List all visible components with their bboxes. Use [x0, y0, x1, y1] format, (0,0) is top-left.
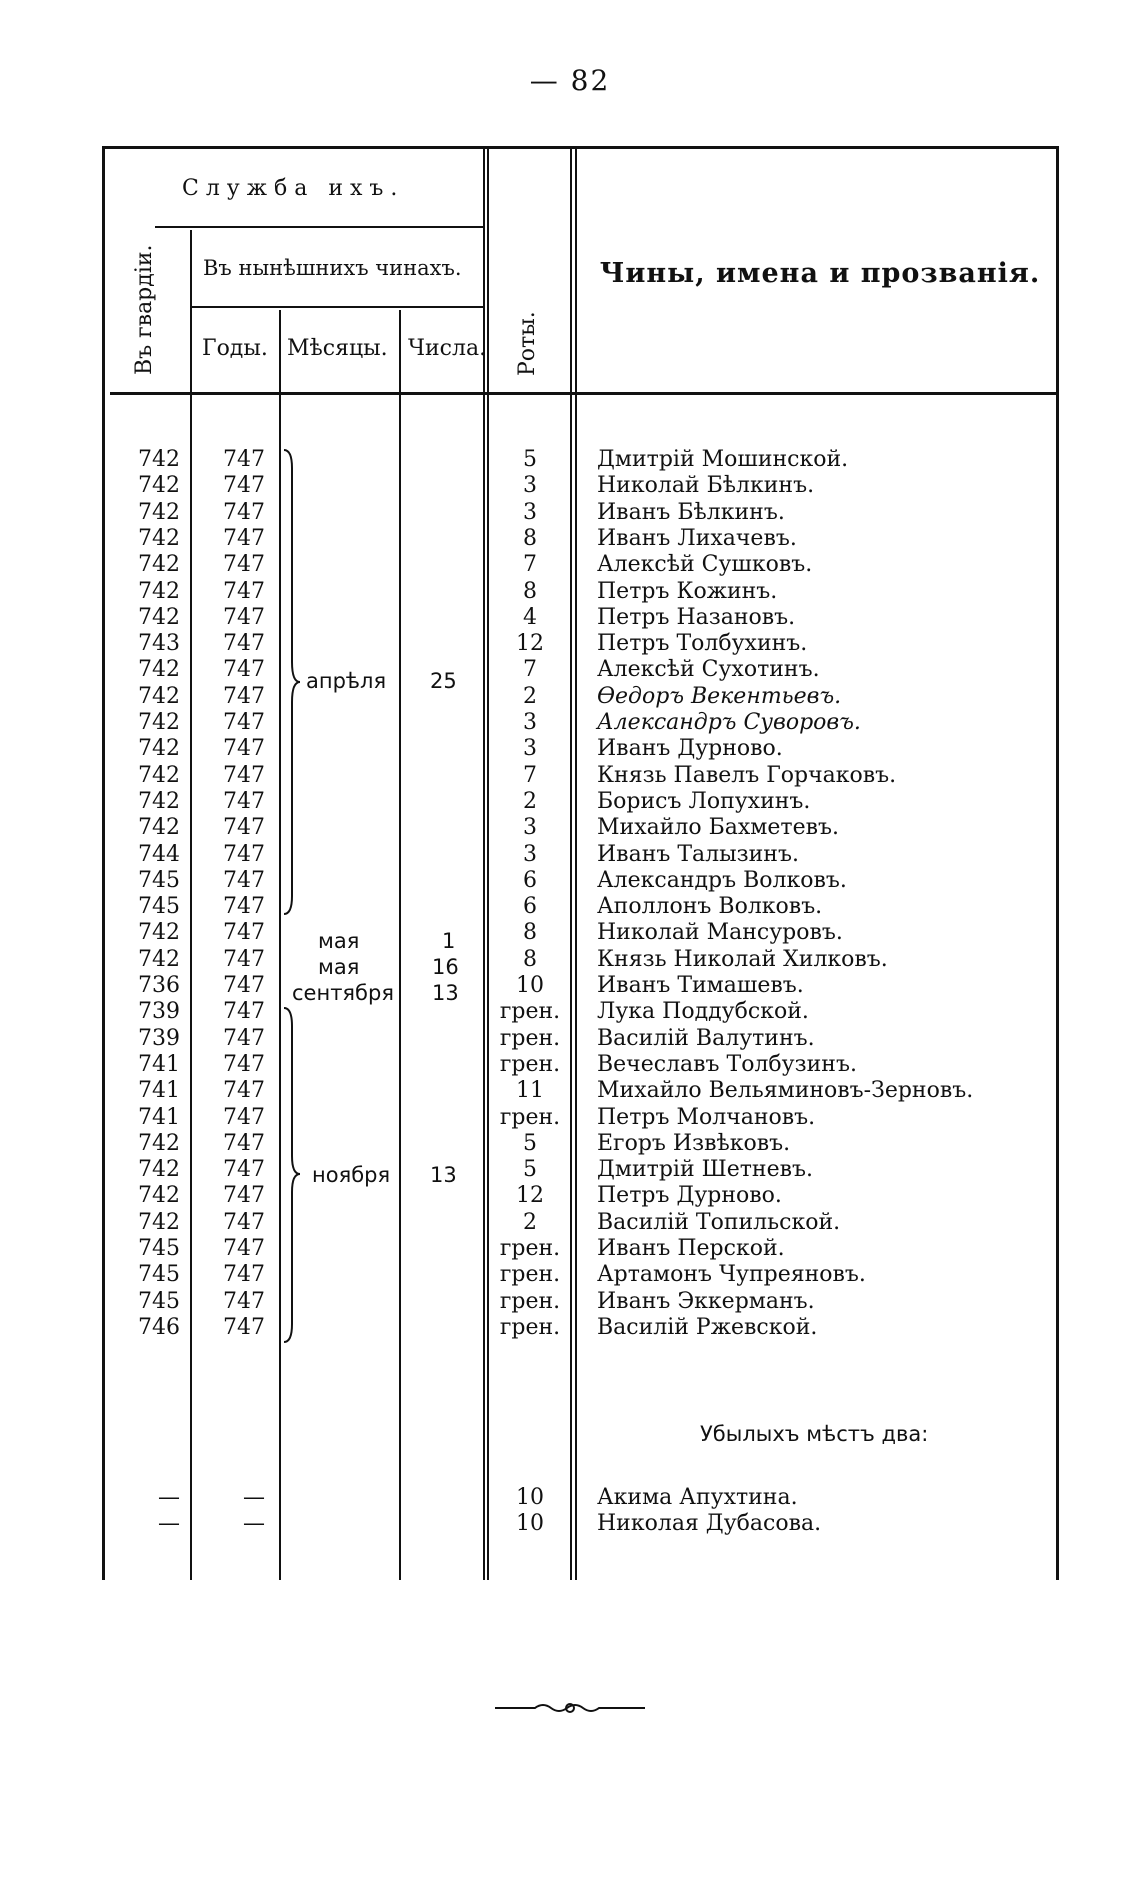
company: грен. [499, 1236, 561, 1261]
sept-day: 13 [432, 981, 459, 1005]
sept-month: сентября [292, 981, 394, 1005]
person-name: Николая Дубасова. [597, 1511, 822, 1536]
rank-year: 747 [223, 604, 265, 630]
guard-year: 742 [138, 762, 180, 788]
rank-year: 747 [223, 1183, 265, 1209]
table-top-rule [102, 146, 1058, 149]
table-row [0, 1289, 1140, 1315]
may16-day: 16 [432, 955, 459, 979]
guard-year: 741 [138, 1051, 180, 1077]
guard-year: 745 [138, 1262, 180, 1288]
table-row [0, 1315, 1140, 1341]
guard-year: 742 [138, 1130, 180, 1156]
rank-year: 747 [223, 631, 265, 657]
guard-year: 745 [138, 1288, 180, 1314]
ranks-underline [190, 306, 483, 308]
company: 7 [523, 552, 537, 578]
rank-year: 747 [223, 1051, 265, 1077]
person-name: Петръ Кожинъ. [597, 578, 778, 604]
rank-year: 747 [223, 1236, 265, 1261]
guard-year: 743 [138, 631, 180, 657]
page-number: — 82 [529, 64, 611, 97]
person-name: Петръ Толбухинъ. [597, 631, 808, 657]
guard-year: 742 [138, 657, 180, 683]
guard-year: 742 [138, 788, 180, 814]
guard-year: — [158, 1511, 180, 1536]
person-name: Иванъ Перской. [597, 1236, 785, 1261]
in-guard-header: Въ гвардіи. [132, 244, 157, 375]
person-name: Николай Бѣлкинъ. [597, 473, 815, 499]
table-row [0, 1485, 1140, 1511]
company: грен. [499, 1314, 561, 1340]
company: 11 [516, 1078, 544, 1104]
rank-year: 747 [223, 499, 265, 525]
table-row [0, 1131, 1140, 1157]
company: 5 [523, 1130, 537, 1156]
table-row [0, 947, 1140, 973]
table-row [0, 657, 1140, 683]
person-name: Иванъ Лихачевъ. [597, 525, 797, 551]
company: 2 [523, 788, 537, 814]
company: 12 [516, 631, 544, 657]
guard-year: 741 [138, 1078, 180, 1104]
person-name: Иванъ Тимашевъ. [597, 973, 804, 998]
brace-november [282, 1006, 302, 1344]
person-name: Князь Павелъ Горчаковъ. [597, 762, 897, 788]
company: грен. [499, 1288, 561, 1314]
header-bottom-rule [110, 392, 1058, 395]
brace-april [282, 448, 302, 916]
person-name: Иванъ Эккерманъ. [597, 1288, 815, 1314]
table-row [0, 473, 1140, 499]
company: 7 [523, 762, 537, 788]
table-row [0, 447, 1140, 473]
table-row [0, 868, 1140, 894]
company: 10 [516, 1511, 544, 1536]
company: 3 [523, 710, 537, 735]
table-row [0, 736, 1140, 762]
person-name: Лука Поддубской. [597, 999, 809, 1025]
person-name: Аполлонъ Волковъ. [597, 894, 823, 920]
person-name: Иванъ Дурново. [597, 736, 783, 762]
person-name: Михайло Бахметевъ. [597, 815, 839, 841]
may16-month: мая [318, 955, 360, 979]
table-row [0, 1026, 1140, 1052]
table-row [0, 999, 1140, 1025]
guard-year: 745 [138, 867, 180, 893]
rank-year: 747 [223, 1025, 265, 1051]
rank-year: 747 [223, 1262, 265, 1288]
rank-year: 747 [223, 1157, 265, 1183]
guard-year: 744 [138, 841, 180, 867]
person-name: Николай Мансуровъ. [597, 920, 843, 946]
company: 3 [523, 841, 537, 867]
person-name: Князь Николай Хилковъ. [597, 946, 888, 972]
table-row [0, 1210, 1140, 1236]
company: 3 [523, 473, 537, 499]
rank-year: 747 [223, 683, 265, 709]
person-name: Петръ Молчановъ. [597, 1104, 816, 1130]
table-row [0, 526, 1140, 552]
company: 10 [516, 973, 544, 998]
person-name: Алексѣй Сушковъ. [597, 552, 813, 578]
person-name: Артамонъ Чупреяновъ. [597, 1262, 866, 1288]
rank-year: — [243, 1511, 265, 1536]
company: 12 [516, 1183, 544, 1209]
guard-year: 742 [138, 447, 180, 472]
rank-year: 747 [223, 1078, 265, 1104]
person-name: Иванъ Бѣлкинъ. [597, 499, 785, 525]
person-name: Петръ Назановъ. [597, 604, 796, 630]
company: 5 [523, 447, 537, 472]
rank-year: 747 [223, 736, 265, 762]
guard-year: 742 [138, 920, 180, 946]
company: 5 [523, 1157, 537, 1183]
table-row [0, 1105, 1140, 1131]
rank-year: 747 [223, 1104, 265, 1130]
person-name: Александръ Волковъ. [597, 867, 847, 893]
rank-year: 747 [223, 1130, 265, 1156]
guard-year: 745 [138, 894, 180, 920]
company: грен. [499, 999, 561, 1025]
rank-year: 747 [223, 1314, 265, 1340]
table-row [0, 789, 1140, 815]
vacant-title: Убылыхъ мѣстъ два: [700, 1422, 929, 1446]
company: грен. [499, 1025, 561, 1051]
rank-year: 747 [223, 710, 265, 735]
guard-year: 741 [138, 1104, 180, 1130]
nov-day: 13 [430, 1163, 457, 1187]
company: 10 [516, 1485, 544, 1510]
months-header: Мѣсяцы. [287, 336, 388, 361]
years-header: Годы. [202, 336, 268, 361]
person-name: Михайло Вельяминовъ-Зерновъ. [597, 1078, 974, 1104]
company: 3 [523, 499, 537, 525]
rank-year: — [243, 1485, 265, 1510]
table-row [0, 1157, 1140, 1183]
guard-year: 742 [138, 1157, 180, 1183]
person-name: Петръ Дурново. [597, 1183, 782, 1209]
table-row [0, 815, 1140, 841]
rank-year: 747 [223, 1209, 265, 1235]
table-row [0, 684, 1140, 710]
rank-year: 747 [223, 657, 265, 683]
company: 8 [523, 578, 537, 604]
rank-year: 747 [223, 525, 265, 551]
days-header: Числа. [408, 336, 487, 361]
table-row [0, 605, 1140, 631]
guard-year: 742 [138, 1183, 180, 1209]
table-row [0, 1262, 1140, 1288]
table-row [0, 631, 1140, 657]
guard-year: 742 [138, 683, 180, 709]
rank-year: 747 [223, 973, 265, 998]
rank-year: 747 [223, 815, 265, 841]
guard-year: 742 [138, 552, 180, 578]
rank-year: 747 [223, 578, 265, 604]
rank-year: 747 [223, 1288, 265, 1314]
guard-year: 742 [138, 736, 180, 762]
company: 2 [523, 1209, 537, 1235]
guard-year: — [158, 1485, 180, 1510]
guard-year: 742 [138, 815, 180, 841]
guard-year: 742 [138, 499, 180, 525]
table-row [0, 1236, 1140, 1262]
companies-header: Роты. [515, 311, 540, 376]
person-name: Иванъ Талызинъ. [597, 841, 799, 867]
person-name: Егоръ Извѣковъ. [597, 1130, 791, 1156]
table-row [0, 1511, 1140, 1537]
table-row [0, 973, 1140, 999]
person-name: Василій Ржевской. [597, 1314, 818, 1340]
guard-year: 742 [138, 578, 180, 604]
rank-year: 747 [223, 999, 265, 1025]
rank-year: 747 [223, 920, 265, 946]
rank-year: 747 [223, 841, 265, 867]
guard-year: 746 [138, 1314, 180, 1340]
person-name: Акима Апухтина. [597, 1485, 798, 1510]
table-row [0, 920, 1140, 946]
guard-year: 742 [138, 1209, 180, 1235]
company: 8 [523, 946, 537, 972]
company: 3 [523, 736, 537, 762]
company: 8 [523, 920, 537, 946]
person-name: Александръ Суворовъ. [597, 710, 861, 735]
table-row [0, 552, 1140, 578]
person-name: Борисъ Лопухинъ. [597, 788, 811, 814]
rank-year: 747 [223, 788, 265, 814]
table-row [0, 1052, 1140, 1078]
table-row [0, 710, 1140, 736]
rank-year: 747 [223, 867, 265, 893]
guard-year: 742 [138, 473, 180, 499]
person-name: Василій Валутинъ. [597, 1025, 815, 1051]
guard-year: 742 [138, 525, 180, 551]
company: 4 [523, 604, 537, 630]
person-name: Алексѣй Сухотинъ. [597, 657, 820, 683]
person-name: Ѳедоръ Векентьевъ. [597, 683, 842, 709]
nov-month: ноября [312, 1163, 391, 1187]
april-day: 25 [430, 669, 457, 693]
company: грен. [499, 1104, 561, 1130]
company: 8 [523, 525, 537, 551]
guard-year: 742 [138, 946, 180, 972]
rank-year: 747 [223, 447, 265, 472]
guard-year: 736 [138, 973, 180, 998]
names-title: Чины, имена и прозванія. [599, 258, 1041, 289]
company: 2 [523, 683, 537, 709]
rank-year: 747 [223, 473, 265, 499]
company: 6 [523, 894, 537, 920]
rank-year: 747 [223, 762, 265, 788]
table-row [0, 500, 1140, 526]
company: 7 [523, 657, 537, 683]
table-row [0, 1078, 1140, 1104]
company: грен. [499, 1051, 561, 1077]
guard-year: 742 [138, 710, 180, 735]
company: 6 [523, 867, 537, 893]
person-name: Вечеславъ Толбузинъ. [597, 1051, 857, 1077]
person-name: Дмитрій Шетневъ. [597, 1157, 813, 1183]
guard-year: 739 [138, 1025, 180, 1051]
table-row [0, 579, 1140, 605]
ornament-divider [495, 1700, 645, 1716]
guard-year: 745 [138, 1236, 180, 1261]
company: грен. [499, 1262, 561, 1288]
may1-month: мая [318, 929, 360, 953]
person-name: Василій Топильской. [597, 1209, 841, 1235]
current-ranks-header: Въ нынѣшнихъ чинахъ. [203, 256, 462, 280]
table-row [0, 842, 1140, 868]
table-row [0, 1183, 1140, 1209]
april-month: апрѣля [306, 669, 387, 693]
rank-year: 747 [223, 946, 265, 972]
rank-year: 747 [223, 552, 265, 578]
guard-year: 742 [138, 604, 180, 630]
may1-day: 1 [442, 929, 456, 953]
service-header: Служба ихъ. [182, 176, 405, 201]
guard-year: 739 [138, 999, 180, 1025]
person-name: Дмитрій Мошинской. [597, 447, 849, 472]
service-underline [155, 226, 483, 228]
table-row [0, 894, 1140, 920]
table-row [0, 763, 1140, 789]
company: 3 [523, 815, 537, 841]
rank-year: 747 [223, 894, 265, 920]
